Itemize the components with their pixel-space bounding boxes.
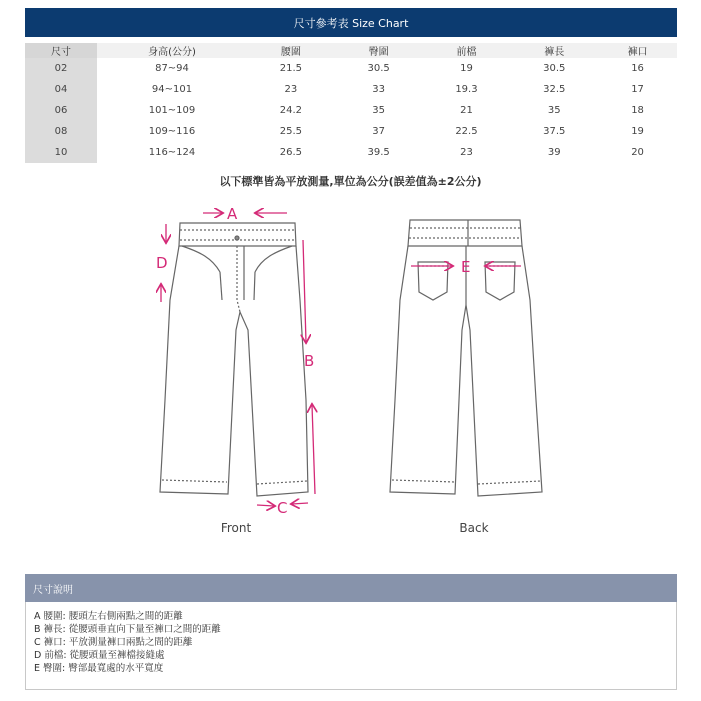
col-hip: 臀圍 (335, 43, 423, 58)
marker-e: E (461, 258, 471, 276)
table-row (25, 58, 677, 79)
cell: 109~116 (148, 126, 196, 137)
col-hem: 褲口 (598, 43, 677, 58)
back-label: Back (459, 521, 489, 535)
marker-c: C (277, 499, 288, 517)
cell: 16 (631, 63, 644, 74)
table-row (25, 142, 677, 163)
cell: 30.5 (367, 63, 390, 74)
table-row (25, 100, 677, 121)
cell: 08 (25, 121, 97, 142)
col-length: 褲長 (510, 43, 598, 58)
cell: 116~124 (148, 147, 196, 158)
cell: 26.5 (279, 147, 303, 158)
cell: 24.2 (279, 105, 303, 116)
cell: 19 (460, 63, 473, 74)
cell: 17 (631, 84, 644, 95)
cell: 25.5 (279, 126, 303, 137)
cell: 21 (460, 105, 473, 116)
legend-item: E 臀圍: 臀部最寬處的水平寬度 (34, 663, 164, 674)
cell: 23 (284, 84, 298, 95)
cell: 39 (547, 147, 561, 158)
cell: 02 (25, 58, 97, 79)
legend-item: A 腰圍: 腰頭左右側兩點之間的距離 (34, 611, 183, 622)
cell: 04 (25, 79, 97, 100)
cell: 23 (460, 147, 473, 158)
page-title-text: 尺寸參考表 Size Chart (293, 16, 409, 30)
cell: 18 (631, 105, 644, 116)
front-label: Front (220, 521, 252, 535)
legend-header (25, 574, 677, 602)
table-header-row (25, 43, 677, 58)
cell: 20 (631, 147, 644, 158)
cell: 32.5 (543, 84, 566, 95)
size-table (25, 43, 677, 163)
cell: 39.5 (367, 147, 390, 158)
arrow-c-right (292, 503, 308, 504)
cell: 06 (25, 100, 97, 121)
cell: 101~109 (148, 105, 196, 116)
legend-item: C 褲口: 平放測量褲口兩點之間的距離 (34, 637, 193, 648)
cell: 22.5 (455, 126, 478, 137)
marker-d: D (156, 254, 168, 272)
measurement-arrows (161, 213, 521, 506)
page-title (25, 8, 677, 37)
legend-title: 尺寸說明 (33, 584, 73, 596)
measurement-markers (156, 205, 470, 517)
cell: 21.5 (279, 63, 303, 74)
measurement-note: 以下標準皆為平放測量,單位為公分(誤差值為±2公分) (219, 175, 482, 188)
cell: 19.3 (455, 84, 478, 95)
col-waist: 腰圍 (247, 43, 335, 58)
arrow-b-top (303, 240, 306, 342)
table-row (25, 79, 677, 100)
pants-diagram (0, 195, 701, 545)
arrow-b-bottom (312, 405, 315, 494)
legend-item: B 褲長: 從腰頭垂直向下量至褲口之間的距離 (34, 624, 221, 635)
back-waistband (408, 220, 522, 246)
front-outline (160, 246, 308, 496)
back-pocket-left (418, 262, 448, 300)
cell: 35 (547, 105, 561, 116)
arrow-c-left (257, 505, 274, 506)
cell: 30.5 (543, 63, 566, 74)
cell: 87~94 (155, 63, 189, 74)
col-height: 身高(公分) (97, 43, 247, 58)
col-front-rise: 前檔 (423, 43, 511, 58)
table-row (25, 121, 677, 142)
cell: 94~101 (151, 84, 193, 95)
front-waistband (179, 223, 296, 246)
cell: 35 (372, 105, 386, 116)
marker-a: A (227, 205, 238, 223)
legend-list (25, 602, 677, 690)
col-size: 尺寸 (25, 43, 97, 58)
marker-b: B (304, 352, 315, 370)
cell: 19 (631, 126, 644, 137)
cell: 10 (25, 142, 97, 163)
cell: 37.5 (543, 126, 566, 137)
cell: 37 (372, 126, 386, 137)
front-pants-drawing (160, 223, 308, 496)
back-pocket-right (485, 262, 515, 300)
cell: 33 (372, 84, 386, 95)
legend-item: D 前檔: 從腰頭量至褲檔接縫處 (34, 650, 165, 661)
